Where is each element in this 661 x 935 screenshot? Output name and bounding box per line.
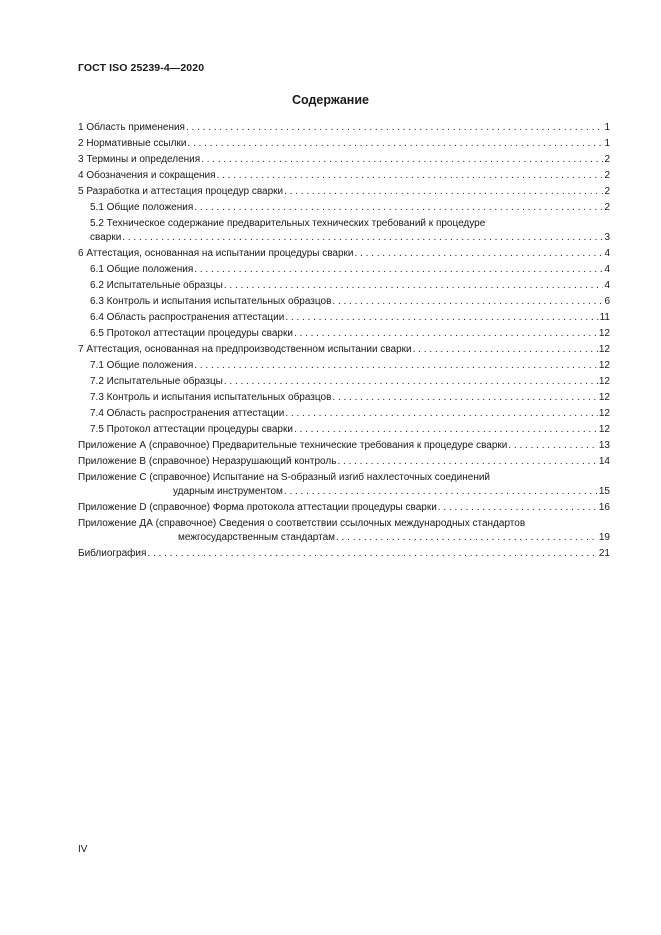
- toc-leader-dots: [201, 153, 603, 167]
- toc-entry-page: 2: [604, 154, 610, 165]
- toc-leader-dots: [355, 247, 604, 261]
- toc-entry[interactable]: [78, 217, 610, 245]
- toc-leader-dots: [332, 295, 603, 309]
- toc-entry[interactable]: [78, 407, 610, 421]
- toc-entry-text: 4 Обозначения и сокращения: [78, 170, 216, 181]
- toc-entry[interactable]: [78, 455, 610, 469]
- toc-entry-page: 12: [598, 424, 610, 435]
- toc-entry-text: 6 Аттестация, основанная на испытании процедуры сварки: [78, 248, 354, 259]
- toc-leader-dots: [194, 359, 598, 373]
- toc-entry-text-line1: Приложение С (справочное) Испытание на S-образный изгиб нахлесточных соединений: [78, 472, 491, 483]
- toc-entry[interactable]: [78, 185, 610, 199]
- toc-entry-page: 13: [598, 440, 610, 451]
- toc-entry-text: 6.1 Общие положения: [90, 264, 194, 275]
- toc-entry[interactable]: [78, 201, 610, 215]
- toc-entry-text: Библиография: [78, 548, 147, 559]
- toc-leader-dots: [438, 501, 598, 515]
- toc-entry-text: 7.2 Испытательные образцы: [90, 376, 223, 387]
- toc-entry-text: сварки: [90, 232, 122, 243]
- page-number: IV: [78, 844, 88, 855]
- toc-entry[interactable]: [78, 391, 610, 405]
- toc-entry-text: 3 Термины и определения: [78, 154, 201, 165]
- toc-entry-page: 12: [598, 328, 610, 339]
- toc-leader-dots: [285, 407, 598, 421]
- toc-entry[interactable]: [78, 311, 610, 325]
- toc-entry[interactable]: [78, 263, 610, 277]
- standard-designation: ГОСТ ISO 25239-4—2020: [78, 62, 205, 74]
- toc-entry-text: 6.4 Область распространения аттестации: [90, 312, 285, 323]
- toc-entry-text: 7.5 Протокол аттестации процедуры сварки: [90, 424, 293, 435]
- toc-entry-text: 6.3 Контроль и испытания испытательных образцов: [90, 296, 332, 307]
- toc-entry[interactable]: [78, 121, 610, 135]
- toc-entry[interactable]: [78, 517, 610, 545]
- toc-entry[interactable]: [78, 375, 610, 389]
- toc-entry-text: 6.2 Испытательные образцы: [90, 280, 223, 291]
- toc-entry-text: Приложение D (справочное) Форма протокола аттестации процедуры сварки: [78, 502, 437, 513]
- toc-leader-dots: [294, 327, 598, 341]
- toc-leader-dots: [336, 531, 598, 545]
- toc-entry[interactable]: [78, 247, 610, 261]
- toc-leader-dots: [186, 121, 603, 135]
- toc-entry-page: 12: [598, 376, 610, 387]
- toc-entry-page: 16: [598, 502, 610, 513]
- toc-entry[interactable]: [78, 501, 610, 515]
- toc-leader-dots: [337, 455, 597, 469]
- toc-leader-dots: [122, 231, 603, 245]
- toc-title: Содержание: [291, 93, 369, 107]
- toc-leader-dots: [285, 311, 598, 325]
- toc-entry[interactable]: [78, 169, 610, 183]
- toc-leader-dots: [508, 439, 598, 453]
- toc-entry-page: 15: [598, 486, 610, 497]
- toc-leader-dots: [224, 279, 604, 293]
- toc-entry-text: 1 Область применения: [78, 122, 185, 133]
- toc-entry-page: 6: [604, 296, 610, 307]
- toc-entry-text-line1: 5.2 Техническое содержание предварительных технических требований к процедуре: [90, 218, 486, 229]
- toc-entry[interactable]: [78, 153, 610, 167]
- toc-entry[interactable]: [78, 279, 610, 293]
- toc-entry-page: 11: [599, 312, 610, 323]
- toc-entry-text: 7.1 Общие положения: [90, 360, 194, 371]
- toc-entry-text: 5.1 Общие положения: [90, 202, 194, 213]
- toc-entry-text: 7 Аттестация, основанная на предпроизводственном испытании сварки: [78, 344, 412, 355]
- toc-entry-text: Приложение А (справочное) Предварительные технические требования к процедуре сварки: [78, 440, 508, 451]
- toc-entry-page: 1: [604, 138, 610, 149]
- toc-entry-page: 1: [604, 122, 610, 133]
- toc-entry-text: 2 Нормативные ссылки: [78, 138, 187, 149]
- toc-entry[interactable]: [78, 327, 610, 341]
- toc-leader-dots: [187, 137, 603, 151]
- toc-entry-page: 12: [598, 408, 610, 419]
- toc-leader-dots: [413, 343, 598, 357]
- table-of-contents: [78, 121, 610, 563]
- toc-entry[interactable]: [78, 547, 610, 561]
- toc-entry-page: 19: [598, 532, 610, 543]
- toc-leader-dots: [284, 485, 598, 499]
- toc-entry-page: 4: [604, 264, 610, 275]
- toc-entry-page: 2: [604, 202, 610, 213]
- toc-leader-dots: [332, 391, 597, 405]
- toc-entry[interactable]: [78, 423, 610, 437]
- toc-leader-dots: [224, 375, 598, 389]
- toc-entry-page: 4: [604, 248, 610, 259]
- toc-entry-page: 12: [598, 360, 610, 371]
- toc-entry-text: ударным инструментом: [173, 486, 283, 497]
- toc-leader-dots: [147, 547, 597, 561]
- toc-entry-page: 3: [604, 232, 610, 243]
- toc-entry-text: 6.5 Протокол аттестации процедуры сварки: [90, 328, 293, 339]
- toc-entry-page: 14: [598, 456, 610, 467]
- toc-entry-text-line1: Приложение ДА (справочное) Сведения о соответствии ссылочных международных стандартов: [78, 518, 526, 529]
- toc-entry[interactable]: [78, 439, 610, 453]
- toc-entry-text: 7.3 Контроль и испытания испытательных образцов: [90, 392, 332, 403]
- toc-entry[interactable]: [78, 137, 610, 151]
- toc-entry[interactable]: [78, 295, 610, 309]
- toc-entry-text: 5 Разработка и аттестация процедур сварки: [78, 186, 284, 197]
- toc-entry-page: 2: [604, 170, 610, 181]
- toc-entry-page: 21: [598, 548, 610, 559]
- toc-entry-page: 4: [604, 280, 610, 291]
- toc-entry-text: межгосударственным стандартам: [178, 532, 336, 543]
- toc-entry-text: Приложение В (справочное) Неразрушающий контроль: [78, 456, 337, 467]
- toc-leader-dots: [194, 263, 603, 277]
- toc-leader-dots: [284, 185, 603, 199]
- toc-leader-dots: [294, 423, 598, 437]
- toc-leader-dots: [217, 169, 604, 183]
- toc-entry-page: 12: [598, 344, 610, 355]
- toc-entry-text: 7.4 Область распространения аттестации: [90, 408, 285, 419]
- toc-entry[interactable]: [78, 471, 610, 499]
- toc-entry-page: 2: [604, 186, 610, 197]
- toc-entry[interactable]: [78, 343, 610, 357]
- toc-entry[interactable]: [78, 359, 610, 373]
- toc-leader-dots: [194, 201, 603, 215]
- toc-entry-page: 12: [598, 392, 610, 403]
